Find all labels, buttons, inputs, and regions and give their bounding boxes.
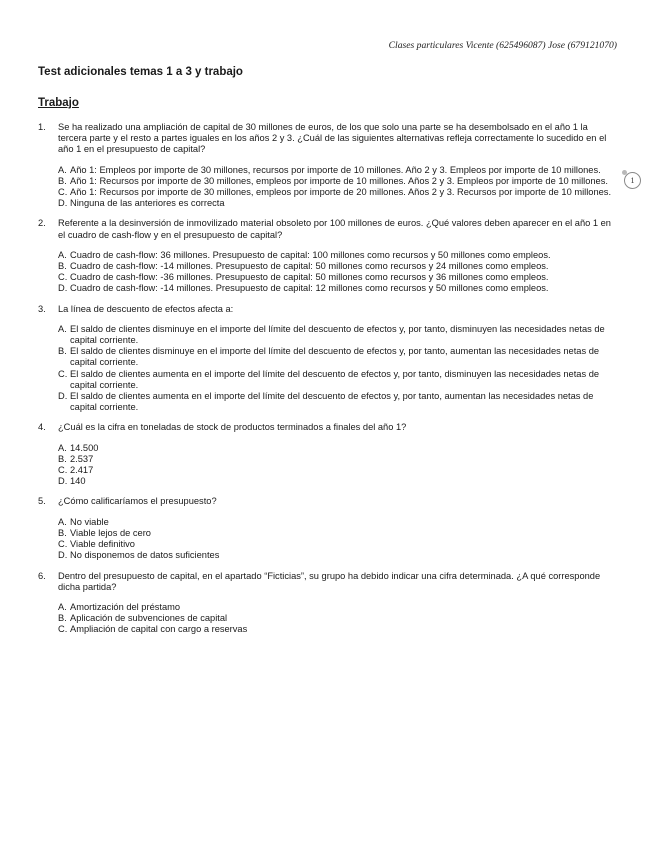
answer-option xyxy=(58,283,618,294)
question-text: Dentro del presupuesto de capital, en el apartado “Ficticias”, su grupo ha debido indicar una cifra determinada. ¿A qué corresponde dicha partida? xyxy=(58,570,601,592)
option-letter: B. xyxy=(58,346,67,357)
question-item xyxy=(38,122,618,209)
option-text: Cuadro de cash-flow: 36 millones. Presupuesto de capital: 100 millones como recursos y 50 millones como empleos. xyxy=(70,249,551,260)
option-text: No viable xyxy=(70,516,109,527)
option-text: Aplicación de subvenciones de capital xyxy=(70,613,228,624)
option-letter: C. xyxy=(58,539,68,550)
question-number: 2. xyxy=(38,218,46,229)
answer-option xyxy=(58,369,618,391)
option-text: Ninguna de las anteriores es correcta xyxy=(70,198,225,209)
option-letter: D. xyxy=(58,550,68,561)
question-number: 4. xyxy=(38,422,46,433)
question-item xyxy=(38,571,618,636)
option-letter: B. xyxy=(58,261,67,272)
option-text: El saldo de clientes disminuye en el importe del límite del descuento de efectos y, por tanto, disminuyen las necesidades netas de capital corriente. xyxy=(70,323,605,346)
option-text: Año 1: Empleos por importe de 30 millones, recursos por importe de 10 millones. Año 2 y 3. Empleos por importe de 10 millones. xyxy=(70,164,601,175)
answer-option xyxy=(58,476,618,487)
option-letter: D. xyxy=(58,476,68,487)
option-text: 14.500 xyxy=(70,442,99,453)
option-letter: C. xyxy=(58,368,68,379)
question-list xyxy=(38,122,618,645)
answer-options xyxy=(58,250,618,295)
answer-option xyxy=(58,187,618,198)
answer-option xyxy=(58,165,618,176)
option-letter: A. xyxy=(58,323,67,334)
option-text: 2.537 xyxy=(70,453,94,464)
option-text: El saldo de clientes aumenta en el importe del límite del descuento de efectos y, por tanto, aumentan las necesidades netas de capital corriente. xyxy=(70,391,594,413)
answer-options xyxy=(58,602,618,636)
option-text: 140 xyxy=(70,476,86,487)
section-heading: Trabajo xyxy=(38,97,79,109)
question-text: Referente a la desinversión de inmovilizado material obsoleto por 100 millones de euros. ¿Qué valores deben aparecer en el año 1 en el cuadro de cash-flow y en el presupuesto de capital? xyxy=(58,218,611,240)
option-letter: C. xyxy=(58,272,68,283)
option-text: Ampliación de capital con cargo a reservas xyxy=(70,624,248,635)
option-letter: B. xyxy=(58,527,67,538)
question-text: ¿Cuál es la cifra en toneladas de stock de productos terminados a finales del año 1? xyxy=(58,422,407,433)
answer-option xyxy=(58,176,618,187)
question-number: 5. xyxy=(38,496,46,507)
option-letter: D. xyxy=(58,283,68,294)
option-letter: A. xyxy=(58,601,67,612)
answer-options xyxy=(58,324,618,414)
answer-option xyxy=(58,324,618,346)
question-text: Se ha realizado una ampliación de capital de 30 millones de euros, de los que solo una parte se ha desembolsado en el año 1 la tercera parte y el resto a partes iguales en los años 2 y 3. ¿Cuál de las siguientes alternativas refleja correctamente lo sucedido en el año 1 en el presupuesto de capital? xyxy=(58,122,607,155)
option-letter: A. xyxy=(58,442,67,453)
option-text: Amortización del préstamo xyxy=(70,601,181,612)
question-number: 1. xyxy=(38,122,46,132)
question-number: 3. xyxy=(38,303,46,314)
answer-option xyxy=(58,250,618,261)
answer-option xyxy=(58,272,618,283)
option-text: El saldo de clientes aumenta en el importe del límite del descuento de efectos y, por tanto, disminuyen las necesidades netas de capital corriente. xyxy=(70,368,600,390)
option-letter: D. xyxy=(58,391,68,402)
option-text: Cuadro de cash-flow: -14 millones. Presupuesto de capital: 12 millones como recursos y 50 millones como empleos. xyxy=(70,283,549,294)
question-text: La línea de descuento de efectos afecta a: xyxy=(58,303,234,314)
answer-options xyxy=(58,165,618,210)
option-text: Viable definitivo xyxy=(70,539,135,550)
option-text: Año 1: Recursos por importe de 30 millones, empleos por importe de 20 millones. Años 2 y 3. Recursos por importe de 10 millones. xyxy=(70,187,612,198)
option-letter: D. xyxy=(58,198,68,209)
option-letter: A. xyxy=(58,516,67,527)
option-letter: C. xyxy=(58,624,68,635)
answer-option xyxy=(58,465,618,476)
answer-option xyxy=(58,602,618,613)
option-text: Viable lejos de cero xyxy=(70,527,151,538)
answer-option xyxy=(58,613,618,624)
option-text: No disponemos de datos suficientes xyxy=(70,550,220,561)
answer-option xyxy=(58,539,618,550)
answer-options xyxy=(58,443,618,488)
answer-option xyxy=(58,624,618,635)
answer-options xyxy=(58,517,618,562)
option-text: Año 1: Recursos por importe de 30 millones, empleos por importe de 10 millones. Años 2 y 3. Empleos por importe de 10 millones. xyxy=(70,175,608,186)
option-text: El saldo de clientes disminuye en el importe del límite del descuento de efectos y, por tanto, aumentan las necesidades netas de capital corriente. xyxy=(70,346,600,368)
option-letter: B. xyxy=(58,453,67,464)
question-number: 6. xyxy=(38,570,46,581)
question-item xyxy=(38,218,618,294)
answer-option xyxy=(58,443,618,454)
option-text: Cuadro de cash-flow: -14 millones. Presupuesto de capital: 50 millones como recursos y 24 millones como empleos. xyxy=(70,261,549,272)
option-letter: C. xyxy=(58,187,68,198)
option-text: Cuadro de cash-flow: -36 millones. Presupuesto de capital: 50 millones como recursos y 36 millones como empleos. xyxy=(70,272,549,283)
header-note: Clases particulares Vicente (625496087) Jose (679121070) xyxy=(388,40,617,51)
answer-option xyxy=(58,198,618,209)
option-letter: A. xyxy=(58,164,67,175)
question-item xyxy=(38,496,618,561)
answer-option xyxy=(58,391,618,413)
option-letter: C. xyxy=(58,465,68,476)
answer-option xyxy=(58,528,618,539)
answer-option xyxy=(58,517,618,528)
answer-option xyxy=(58,550,618,561)
comment-badge-icon[interactable]: 1 xyxy=(624,172,641,189)
answer-option xyxy=(58,346,618,368)
question-item xyxy=(38,304,618,414)
answer-option xyxy=(58,454,618,465)
answer-option xyxy=(58,261,618,272)
option-letter: A. xyxy=(58,249,67,260)
question-text: ¿Cómo calificaríamos el presupuesto? xyxy=(58,496,217,507)
option-letter: B. xyxy=(58,175,67,186)
page-title: Test adicionales temas 1 a 3 y trabajo xyxy=(38,66,243,78)
question-item xyxy=(38,422,618,487)
option-text: 2.417 xyxy=(70,465,94,476)
option-letter: B. xyxy=(58,613,67,624)
